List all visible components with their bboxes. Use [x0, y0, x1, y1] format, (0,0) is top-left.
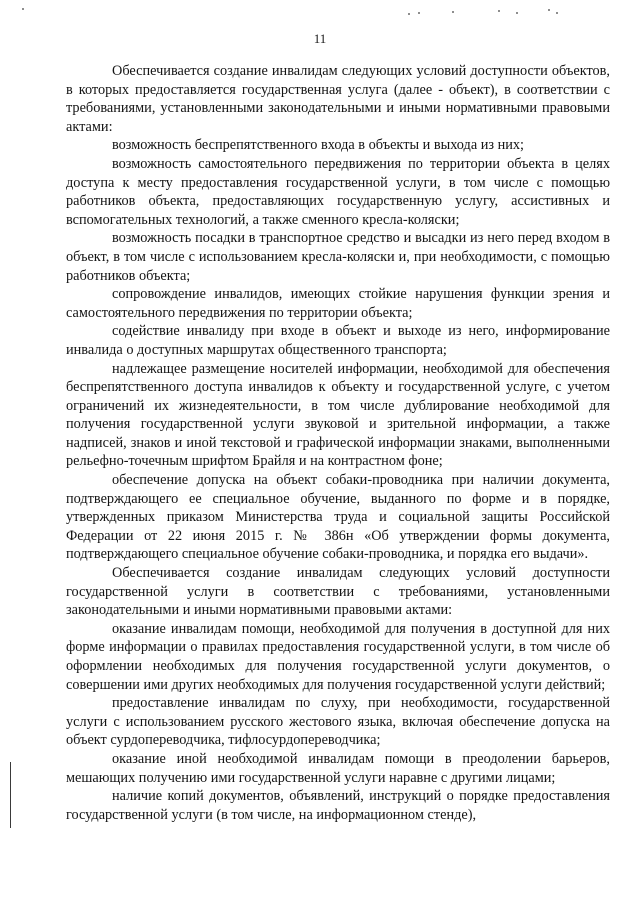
- paragraph: обеспечение допуска на объект собаки-проводника при наличии документа, подтверждающего ее специальное обучение, выданного по форме и в порядке, утвержденных приказом Министерства труда и социальной защиты Российской Федерации от 22 июня 2015 г. № 386н «Об утверждении формы документа, подтверждающего специальное обучение собаки-проводника, и порядка его выдачи».: [66, 472, 610, 563]
- scan-speck: [22, 8, 24, 10]
- paragraph: надлежащее размещение носителей информации, необходимой для обеспечения беспрепятственного доступа инвалидов к объекту и государственной услуге, с учетом ограничений их жизнедеятельности, в том числе дублирование необходимой для получения государственной услуги звуковой и зрительной информации, а также надписей, знаков и иной текстовой и графической информации знаками, выполненными рельефно-точечным шрифтом Брайля и на контрастном фоне;: [66, 360, 610, 470]
- paragraph: возможность самостоятельного передвижения по территории объекта в целях доступа к месту предоставления государственной услуги, в том числе с помощью работников объекта, предоставляющих государственную услугу, ассистивных и вспомогательных технологий, а также сменного кресла-коляски;: [66, 155, 610, 228]
- page-number: 11: [313, 31, 327, 46]
- scan-speck: [408, 13, 410, 15]
- paragraph: возможность посадки в транспортное средство и высадки из него перед входом в объект, в том числе с использованием кресла-коляски и, при необходимости, с помощью работников объекта;: [66, 230, 610, 284]
- scan-speck: [498, 10, 500, 12]
- paragraph: Обеспечивается создание инвалидам следующих условий доступности государственной услуги в соответствии с требованиями, установленными законодательными и иными нормативными правовыми актами:: [66, 565, 610, 619]
- paragraph: оказание инвалидам помощи, необходимой для получения в доступной для них форме информации о правилах предоставления государственной услуги, в том числе об оформлении необходимых для получения государственной услуги документов, о совершении ими других необходимых для получения государственной услуги действий;: [66, 620, 610, 693]
- scan-speck: [556, 12, 558, 14]
- scan-margin-line: [10, 762, 11, 828]
- scan-speck: [516, 12, 518, 14]
- paragraph: содействие инвалиду при входе в объект и выходе из него, информирование инвалида о доступных маршрутах общественного транспорта;: [66, 323, 610, 358]
- paragraph: возможность беспрепятственного входа в объекты и выхода из них;: [112, 137, 525, 154]
- scan-speck: [452, 11, 454, 13]
- scan-speck: [418, 12, 420, 14]
- document-body: [66, 62, 610, 824]
- scan-speck: [548, 9, 550, 11]
- paragraph: предоставление инвалидам по слуху, при необходимости, государственной услуги с использованием русского жестового языка, включая обеспечение допуска на объект сурдопереводчика, тифлосурдопереводчика;: [66, 695, 610, 749]
- paragraph: Обеспечивается создание инвалидам следующих условий доступности объектов, в которых предоставляется государственная услуга (далее - объект), в соответствии с требованиями, установленными законодательными и иными нормативными правовыми актами:: [66, 63, 610, 135]
- paragraph: сопровождение инвалидов, имеющих стойкие нарушения функции зрения и самостоятельного передвижения по территории объекта;: [66, 286, 610, 321]
- paragraph: наличие копий документов, объявлений, инструкций о порядке предоставления государственной услуги (в том числе, на информационном стенде),: [66, 788, 610, 823]
- paragraph: оказание иной необходимой инвалидам помощи в преодолении барьеров, мешающих получению ими государственной услуги наравне с другими лицами;: [66, 750, 610, 786]
